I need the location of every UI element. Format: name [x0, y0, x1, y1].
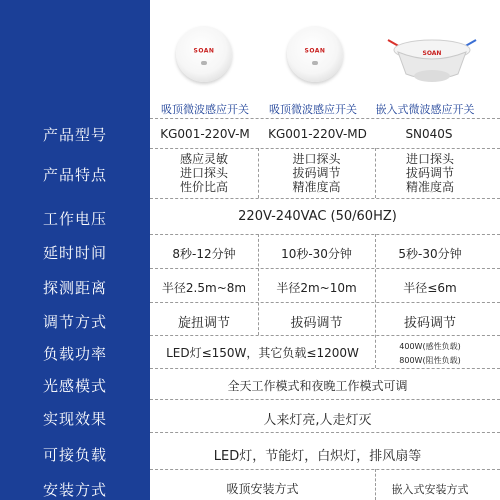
delay-cell-3: 5秒-30分钟 [398, 247, 462, 261]
delay-cell-2: 10秒-30分钟 [281, 247, 352, 261]
feature-item: 感应灵敏 [179, 152, 228, 166]
product-name-1: 吸顶微波感应开关 [161, 103, 249, 116]
row-divider [150, 148, 500, 149]
sensor-lens-icon [312, 61, 318, 65]
product-image-3 [378, 18, 486, 92]
adjust-cell-3: 拔码调节 [403, 316, 456, 331]
row-label-model: 产品型号 [42, 126, 107, 144]
row-divider [150, 368, 500, 369]
row-divider [150, 268, 500, 269]
delay-cell-1: 8秒-12分钟 [172, 247, 236, 261]
features-cell-3 [375, 152, 485, 194]
load-resistive: 800W(阻性负载) [399, 356, 461, 365]
voltage-cell: 220V-240VAC (50/60HZ) [238, 209, 397, 224]
effect-cell: 人来灯亮,人走灯灭 [263, 413, 372, 428]
row-divider [150, 198, 500, 199]
product-name-3: 嵌入式微波感应开关 [375, 103, 475, 116]
adjust-cell-1: 旋扭调节 [177, 316, 230, 331]
model-cell-2: KG001-220V-MD [268, 127, 367, 141]
product-name-2: 吸顶微波感应开关 [269, 103, 357, 116]
feature-item: 精准度高 [405, 180, 454, 194]
features-cell-2 [258, 152, 375, 194]
row-label-adjust: 调节方式 [42, 313, 107, 331]
row-label-connect: 可接负载 [42, 446, 107, 464]
load-inductive: 400W(感性负载) [399, 342, 461, 351]
row-label-distance: 探测距离 [42, 279, 107, 297]
load-cell-3 [375, 340, 485, 368]
feature-item: 性价比高 [179, 180, 228, 194]
feature-item: 进口探头 [292, 152, 341, 166]
row-label-voltage: 工作电压 [42, 210, 107, 228]
connect-cell: LED灯，节能灯，白炽灯，排风扇等 [213, 449, 422, 464]
distance-cell-1: 半径2.5m~8m [161, 281, 247, 295]
row-label-effect: 实现效果 [42, 410, 107, 428]
feature-item: 进口探头 [179, 166, 228, 180]
row-label-light: 光感模式 [42, 377, 107, 395]
light-mode-cell: 全天工作模式和夜晚工作模式可调 [227, 379, 408, 393]
install-cell-3: 嵌入式安装方式 [391, 483, 469, 496]
row-divider [150, 118, 500, 119]
product-image-1 [176, 26, 232, 82]
distance-cell-3: 半径≤6m [403, 281, 457, 295]
feature-item: 精准度高 [292, 180, 341, 194]
brand-logo: SOAN [422, 50, 442, 57]
load-cell-1-2: LED灯≤150W，其它负载≤1200W [166, 346, 359, 360]
row-label-load: 负载功率 [42, 345, 107, 363]
model-cell-1: KG001-220V-M [160, 127, 250, 141]
install-cell-1-2: 吸顶安装方式 [226, 482, 299, 496]
brand-logo: SOAN [193, 47, 215, 55]
brand-logo: SOAN [304, 47, 326, 55]
feature-item: 拔码调节 [292, 166, 341, 180]
feature-item: 进口探头 [405, 152, 454, 166]
feature-item: 拔码调节 [405, 166, 454, 180]
row-divider [150, 302, 500, 303]
row-divider [150, 432, 500, 433]
row-label-features: 产品特点 [42, 166, 107, 184]
model-cell-3: SN040S [405, 127, 453, 141]
row-divider [150, 469, 500, 470]
row-label-delay: 延时时间 [42, 244, 107, 262]
adjust-cell-2: 拔码调节 [290, 316, 343, 331]
row-divider [150, 335, 500, 336]
row-divider [150, 234, 500, 235]
sensor-lens-icon [201, 61, 207, 65]
row-label-install: 安装方式 [42, 481, 107, 499]
row-divider [150, 399, 500, 400]
distance-cell-2: 半径2m~10m [276, 281, 357, 295]
features-cell-1 [150, 152, 258, 194]
product-image-2 [287, 26, 343, 82]
